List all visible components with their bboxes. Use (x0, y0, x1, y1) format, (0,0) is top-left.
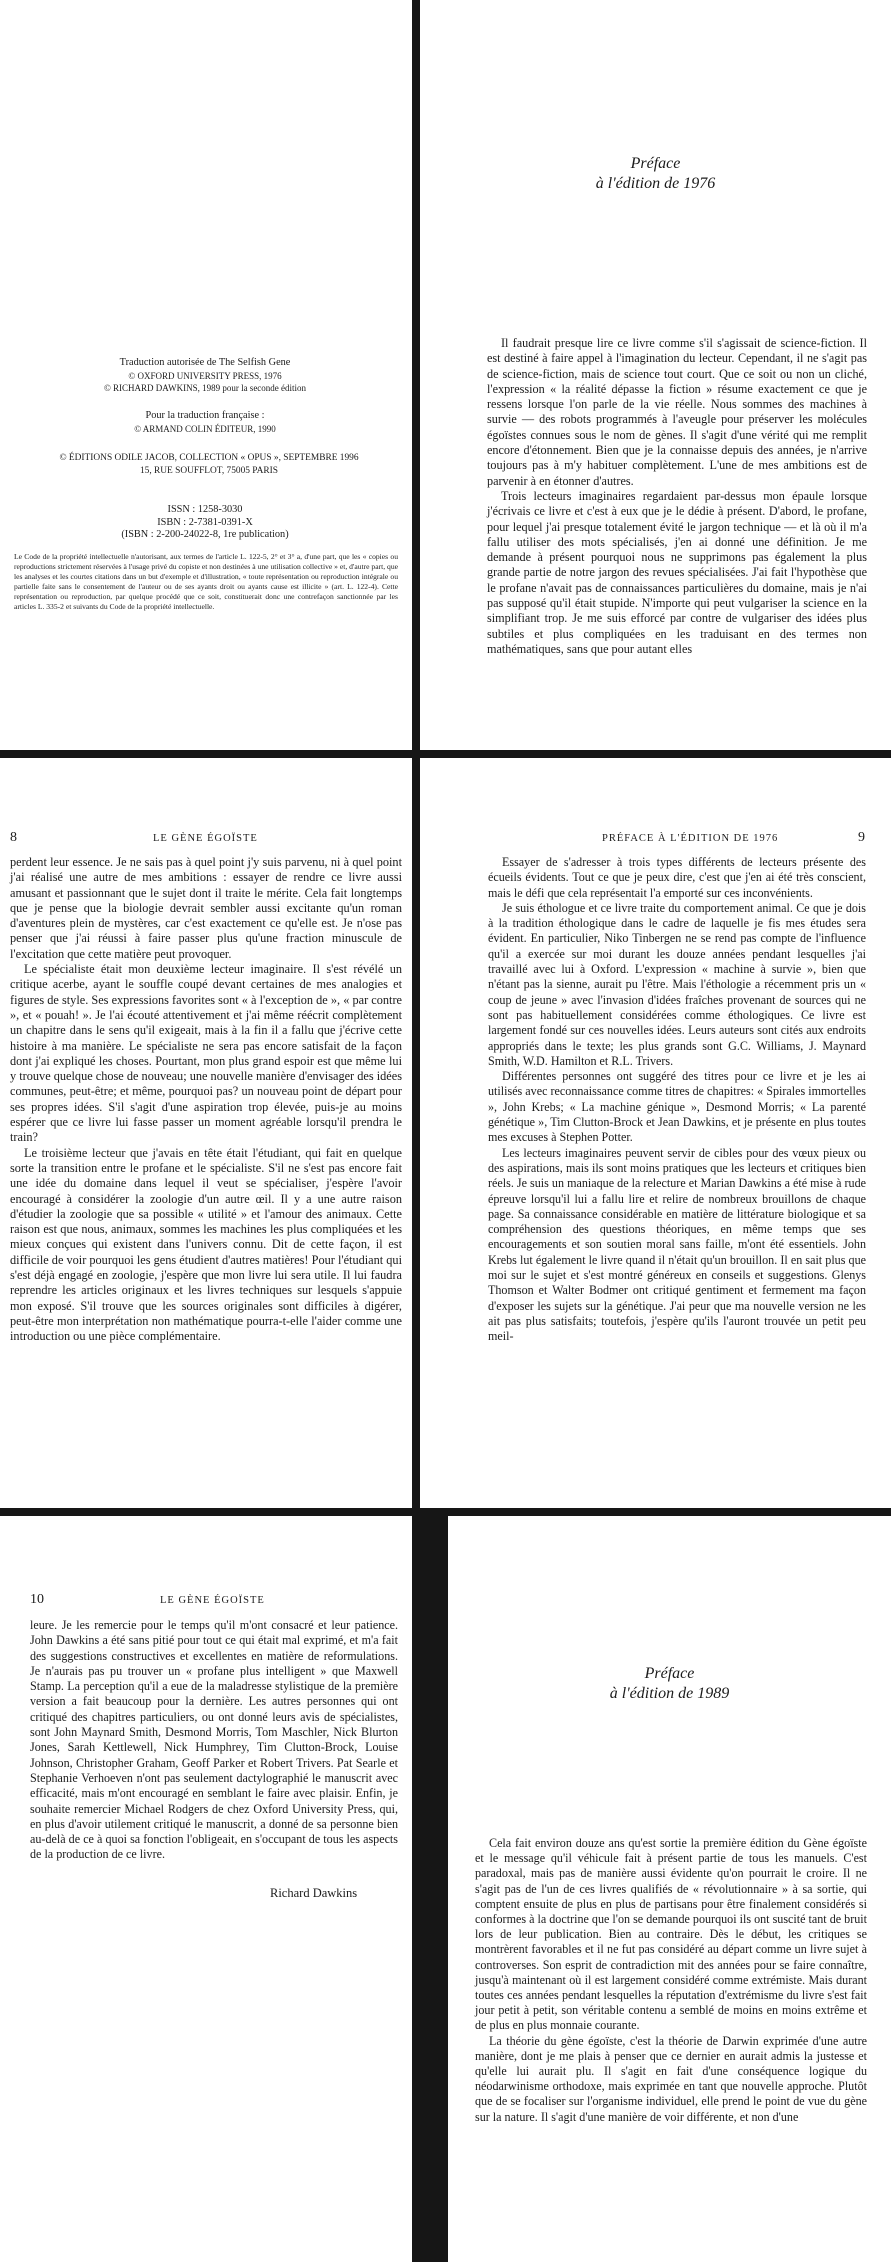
preface-1976-text (487, 336, 867, 657)
isbn: ISBN : 2-7381-0391-X (157, 516, 253, 528)
translation-line: © ARMAND COLIN ÉDITEUR, 1990 (134, 423, 276, 434)
page-copyright (0, 0, 412, 750)
page-preface-1976 (420, 0, 891, 750)
translation-line: Pour la traduction française : (145, 410, 265, 421)
preface-1976-title (420, 154, 891, 194)
copyright-line: © OXFORD UNIVERSITY PRESS, 1976 (128, 370, 282, 381)
title-line: à l'édition de 1976 (595, 175, 716, 192)
isbn-first: (ISBN : 2-200-24022-8, 1re publication) (121, 529, 289, 540)
translation-block (30, 410, 380, 435)
paragraph: Différentes personnes ont suggéré des titres pour ce livre et je les ai utilisés avec reconnaissance comme titres de chapitres: « Spirales immortelles », John Krebs; « La machine génique », Desmond Morris; « La parenté génétique », Tim Clutton-Brock et Jean Dawkins, et je présente en plus toutes mes excuses à Stephen Potter. (488, 1069, 866, 1145)
publisher-block (14, 452, 404, 477)
page-8 (0, 758, 412, 1508)
paragraph: Le spécialiste était mon deuxième lecteur imaginaire. Il s'est révélé un critique acerbe, ayant le souffle coupé devant certaines de mes analogies et figures de style. Ses expressions favorites sont « à l'exception de », « par contre », et « pouah! ». Je l'ai écouté attentivement et j'ai même réécrit complètement un chapitre dans le sens qu'il exigeait, mais à la fin il a fallu que j'écrive cette histoire à ma manière. Le spécialiste ne sera pas encore satisfait de la façon dont j'ai expliqué les choses. Pourtant, mon plus grand espoir est que même lui y trouve quelque chose de nouveau; une nouvelle manière d'envisager des idées communes, peut-être; et même, pourquoi pas? un nouveau point de départ pour ses propres idées. S'il s'agit d'une aspiration trop élevée, puis-je au moins espérer que ce livre lui fasse passer un moment agréable lorsqu'il prendra le train? (10, 962, 402, 1145)
issn: ISSN : 1258-3030 (167, 504, 243, 515)
page-9 (420, 758, 891, 1508)
title-line: à l'édition de 1989 (609, 1685, 730, 1702)
copyright-line: © RICHARD DAWKINS, 1989 pour la seconde édition (103, 383, 307, 393)
paragraph: Cela fait environ douze ans qu'est sortie la première édition du Gène égoïste et le message qu'il véhicule fait à présent partie de tous les manuels. C'est paradoxal, mais pas de manière aussi évidente qu'on pourrait le croire. Il ne s'agit pas de l'un de ces livres qualifiés de « révolutionnaire » à sa sortie, qui comptent ensuite de plus en plus de partisans pour être finalement considérés si conformes à la doctrine que l'on se demande pourquoi ils ont suscité tant de bruit lors de leur publication. Bien au contraire. Dès le début, les critiques se montrèrent favorables et il ne fut pas considéré au départ comme un livre sujet à controverses. Son esprit de contradiction mit des années pour se faire connaître, jusqu'à maintenant où il est largement considéré comme extrémiste. Mais durant toutes ces années pendant lesquelles la réputation d'extrémisme du livre s'est fait jour petit à petit, son véritable contenu a semblé de moins en moins extrême et de plus en plus monnaie courante. (475, 1836, 867, 2033)
paragraph: Je suis éthologue et ce livre traite du comportement animal. Ce que je dois à la tradition éthologique dans le cadre de laquelle je fis mes études sera évident. En particulier, Niko Tinbergen ne se rend pas compte de l'influence qu'il a exercée sur moi durant les douze années pendant lesquelles j'ai travaillé avec lui à Oxford. L'expression « machine à survie », bien que n'étant pas la sienne, aurait pu l'être. Mais l'éthologie a récemment pris un « coup de jeune » avec l'invasion d'idées fraîches provenant de sources qui ne sont pas habituellement considérées comme éthologiques. Ce livre est largement fondé sur ces nouvelles idées. Leurs auteurs sont cités aux endroits appropriés dans le texte; les plus grands sont G.C. Williams, J. Maynard Smith, W.D. Hamilton et R.L. Trivers. (488, 900, 866, 1068)
page-number: 9 (858, 830, 865, 845)
running-head: PRÉFACE À L'ÉDITION DE 1976 (602, 833, 779, 844)
page-10-text (30, 1618, 398, 1863)
paragraph: Les lecteurs imaginaires peuvent servir de cibles pour des vœux pieux ou des aspirations, mais ils sont moins pratiques que les lecteurs et critiques bien réels. Je suis un maniaque de la relecture et Marian Dawkins a été mise à rude épreuve lorsqu'il lui a fallu lire et relire de nombreux brouillons de chaque page. Sa connaissance considérable en matière de littérature biologique et sa compréhension des questions théoriques, en même temps que ses encouragements et son soutien moral sans faille, m'ont été essentiels. John Krebs lut également le livre quand il n'était qu'un brouillon. Il en sait plus que moi sur le sujet et s'est montré généreux en conseils et suggestions. Glenys Thomson et Walter Bodmer ont critiqué gentiment et fermement ma façon d'exposer les sujets sur la génétique. J'ai peur que ma nouvelle version ne les ait pas plus satisfaits; toutefois, j'espère qu'ils l'auront trouvée un petit peu meil- (488, 1145, 866, 1344)
running-head: LE GÈNE ÉGOÏSTE (160, 1595, 265, 1606)
publisher-line: © ÉDITIONS ODILE JACOB, COLLECTION « OPUS », SEPTEMBRE 1996 (59, 453, 359, 463)
isbn-block (30, 504, 380, 542)
preface-1989-title (448, 1664, 891, 1704)
signature: Richard Dawkins (270, 1886, 358, 1900)
title-line: Préface (644, 1665, 695, 1682)
page-10 (0, 1516, 412, 2262)
title-line: Préface (630, 155, 681, 172)
copyright-block (30, 357, 380, 395)
paragraph: Essayer de s'adresser à trois types différents de lecteurs présente des écueils évidents. Tout ce que je peux dire, c'est que j'en ai été très conscient, mais le défi que cela représentait l'a emporté sur ces inconvénients. (488, 855, 866, 900)
page-9-text (488, 855, 866, 1345)
preface-1989-text (475, 1836, 867, 2125)
page-preface-1989 (448, 1516, 891, 2262)
legal-notice: Le Code de la propriété intellectuelle n'autorisant, aux termes de l'article L. 122-5, 2° et 3° a, d'une part, que les « copies ou reproductions strictement réservées à l'usage privé du copiste et non destinées à une utilisation collective » et, d'autre part, que les analyses et les courtes citations dans un but d'exemple et d'illustration, « toute représentation ou reproduction intégrale ou partielle faite sans le consentement de l'auteur ou de ses ayants droit ou ayants cause est illicite » (art. L. 122-4). Cette représentation ou reproduction, par quelque procédé que ce soit, constituerait donc une contrefaçon sanctionnée par les articles L. 335-2 et suivants du Code de la propriété intellectuelle. (14, 552, 398, 612)
page-8-text (10, 855, 402, 1345)
paragraph: perdent leur essence. Je ne sais pas à quel point j'y suis parvenu, ni à quel point j'ai réalisé une autre de mes ambitions : essayer de rendre ce livre aussi amusant et passionnant que le sujet dont il traite le mérite. Cela fait longtemps que je pense que la biologie devrait sembler aussi excitante qu'un roman d'aventures plein de mystères, car c'est exactement ce qu'elle est. Je n'ose pas penser que j'ai réussi à faire passer plus qu'une fraction minuscule de l'excitation que cette matière peut provoquer. (10, 855, 402, 961)
paragraph: Trois lecteurs imaginaires regardaient par-dessus mon épaule lorsque j'écrivais ce livre et c'est à eux que je le dédie à présent. D'abord, le profane, pour lequel j'ai presque totalement évité le jargon technique — et là où il m'a fallu utiliser des mots spécialisés, j'en ai donné une définition. Je me demande à présent pourquoi nous ne supprimons pas également la plus grande partie de notre jargon des revues spécialisées. J'ai fait l'hypothèse que le profane n'avait pas de connaissances particulières du domaine, mais je n'ai pas supposé qu'il était stupide. N'importe qui peut vulgariser la science en la simplifiant trop. Je me suis efforcé par contre de vulgariser des idées plus subtiles et plus compliquées en les traduisant en des termes non mathématiques, sans que pour autant elles (487, 488, 867, 656)
paragraph: Il faudrait presque lire ce livre comme s'il s'agissait de science-fiction. Il est destiné à faire appel à l'imagination du lecteur. Cependant, il ne s'agit pas de science-fiction, mais de science tout court. Que ce soit ou non un cliché, l'expression « la réalité dépasse la fiction » résume exactement ce que je ressens lorsque l'on parle de la vie réelle. Nous sommes des machines à survie — des robots programmés à l'aveugle pour préserver les molécules égoïstes connues sous le nom de gènes. Il s'agit d'une vérité qui me remplit encore d'étonnement. Bien que je la connaisse depuis des années, je n'arrive toujours pas à m'y habituer complètement. L'une de mes ambitions est de parvenir à en étonner d'autres. (487, 336, 867, 488)
running-head: LE GÈNE ÉGOÏSTE (153, 833, 258, 844)
copyright-line: Traduction autorisée de The Selfish Gene (119, 357, 291, 368)
paragraph: La théorie du gène égoïste, c'est la théorie de Darwin exprimée d'une autre manière, dont je me plais à penser que ce dernier en aurait admis la justesse et qu'elle lui aurait plu. Il s'agit en fait d'une conséquence logique du néodarwinisme orthodoxe, mais exprimée en tant que nouvelle approche. Plutôt que de se focaliser sur l'organisme individuel, elle prend le point de vue du gène sur la nature. Il s'agit d'une manière de voir différente, et non d'une (475, 2033, 867, 2124)
publisher-line: 15, RUE SOUFFLOT, 75005 PARIS (139, 465, 279, 476)
page-number: 10 (30, 1592, 44, 1607)
page-number: 8 (10, 830, 17, 845)
paragraph: leure. Je les remercie pour le temps qu'il m'ont consacré et leur patience. John Dawkins a été sans pitié pour tout ce qui était mal exprimé, et m'a fait des suggestions constructives et excellentes en matière de reformulations. Je n'aurais pas pu trouver un « profane plus intelligent » que Maxwell Stamp. La perception qu'il a eue de la maladresse stylistique de la première version a fait beaucoup pour la dernière. Les autres personnes qui ont critiqué des chapitres particuliers, ou ont donné leurs avis de spécialistes, sont John Maynard Smith, Desmond Morris, Tom Maschler, Nick Blurton Jones, Sarah Kettlewell, Nick Humphrey, Tim Clutton-Brock, Louise Johnson, Christopher Graham, Geoff Parker et Robert Trivers. Pat Searle et Stephanie Verhoeven n'ont pas seulement dactylographié le manuscrit avec efficacité, mais m'ont encouragé en semblant le faire avec plaisir. Enfin, je souhaite remercier Michael Rodgers de chez Oxford University Press, qui, en plus d'avoir utilement critiqué le manuscrit, a donné de sa personne bien au-delà de ce à quoi sa fonction l'obligeait, en s'occupant de tous les aspects de la production de ce livre. (30, 1618, 398, 1862)
paragraph: Le troisième lecteur que j'avais en tête était l'étudiant, qui fait en quelque sorte la transition entre le profane et le spécialiste. S'il ne s'est pas encore fait une idée du domaine dans lequel il veut se spécialiser, j'espère l'avoir encouragé à considérer la zoologie d'un autre œil. Il y a une autre raison d'étudier la zoologie que sa possible « utilité » et l'amour des animaux. Cette raison est que nous, animaux, sommes les machines les plus compliquées et les mieux conçues qui existent dans l'univers connu. Dit de cette façon, il est difficile de voir pourquoi les gens étudient d'autres matières! Pour l'étudiant qui s'est déjà engagé en zoologie, j'espère que mon livre lui sera utile. Il lui faudra reprendre les articles originaux et les livres techniques sur lesquels s'appuie mon exposé. S'il trouve que les sources originales sont difficiles à digérer, peut-être mon interprétation non mathématique pourra-t-elle l'aider comme une introduction ou une pièce complémentaire. (10, 1145, 402, 1344)
